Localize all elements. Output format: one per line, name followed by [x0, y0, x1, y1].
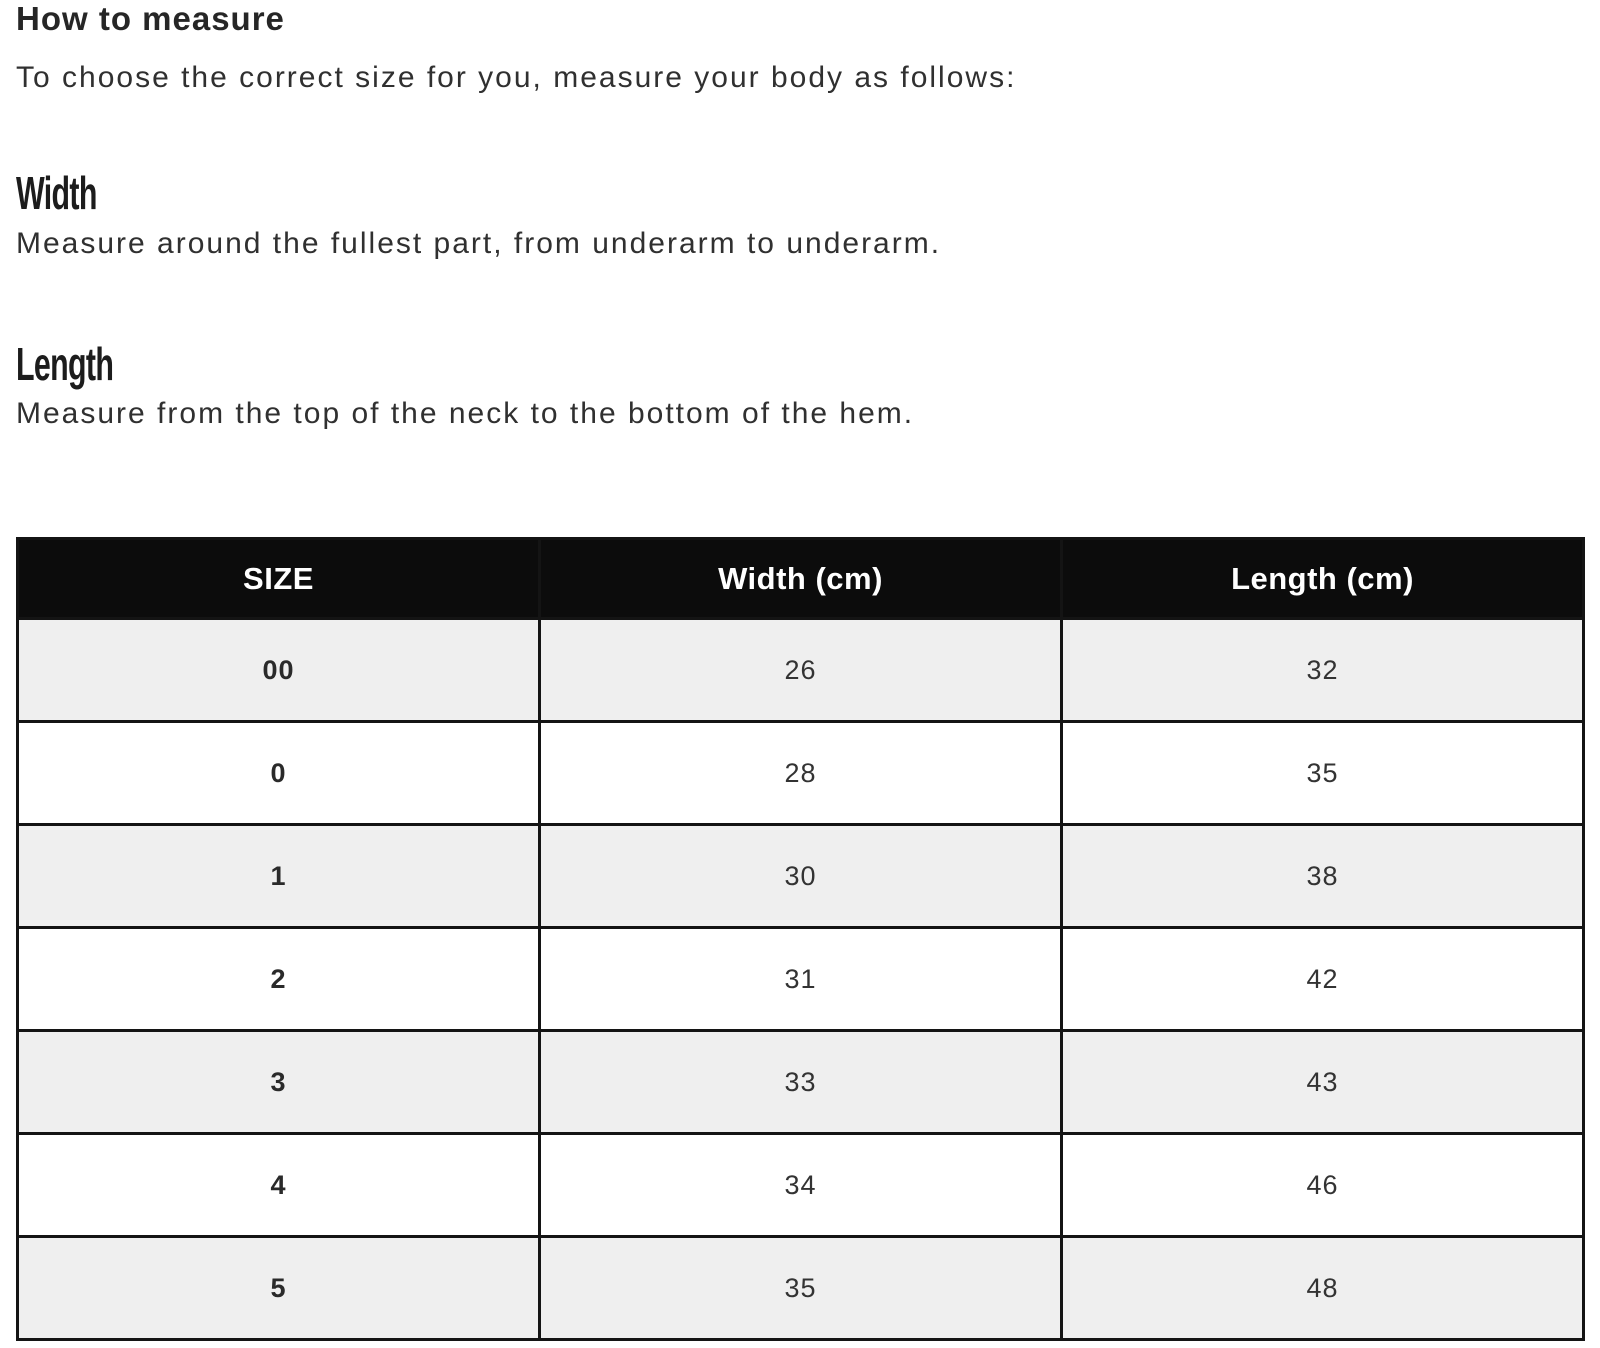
column-header-size: SIZE: [18, 539, 540, 619]
size-cell: 3: [18, 1031, 540, 1134]
section-description-width: Measure around the fullest part, from underarm to underarm.: [16, 227, 942, 260]
size-cell: 0: [18, 722, 540, 825]
table-row: [18, 1237, 1584, 1340]
section-heading-width: Width: [16, 167, 97, 219]
table-row: [18, 928, 1584, 1031]
length-cell: 35: [1062, 722, 1584, 825]
size-cell: 1: [18, 825, 540, 928]
table-row: [18, 722, 1584, 825]
size-cell: 4: [18, 1134, 540, 1237]
length-cell: 43: [1062, 1031, 1584, 1134]
size-cell: 2: [18, 928, 540, 1031]
table-row: [18, 1031, 1584, 1134]
width-cell: 31: [540, 928, 1062, 1031]
table-row: [18, 1134, 1584, 1237]
width-cell: 35: [540, 1237, 1062, 1340]
section-description-length: Measure from the top of the neck to the bottom of the hem.: [16, 397, 915, 430]
column-header-length: Length (cm): [1062, 539, 1584, 619]
column-header-width: Width (cm): [540, 539, 1062, 619]
size-cell: 00: [18, 619, 540, 722]
length-cell: 32: [1062, 619, 1584, 722]
width-cell: 28: [540, 722, 1062, 825]
size-table-header-row: [18, 539, 1584, 619]
page-title: How to measure: [16, 0, 285, 37]
intro-text: To choose the correct size for you, measure your body as follows:: [16, 61, 1017, 94]
table-row: [18, 825, 1584, 928]
section-heading-length: Length: [16, 338, 114, 390]
length-cell: 46: [1062, 1134, 1584, 1237]
size-cell: 5: [18, 1237, 540, 1340]
width-cell: 26: [540, 619, 1062, 722]
table-row: [18, 619, 1584, 722]
length-cell: 48: [1062, 1237, 1584, 1340]
width-cell: 33: [540, 1031, 1062, 1134]
length-cell: 38: [1062, 825, 1584, 928]
length-cell: 42: [1062, 928, 1584, 1031]
size-table: [16, 537, 1585, 1341]
width-cell: 30: [540, 825, 1062, 928]
width-cell: 34: [540, 1134, 1062, 1237]
